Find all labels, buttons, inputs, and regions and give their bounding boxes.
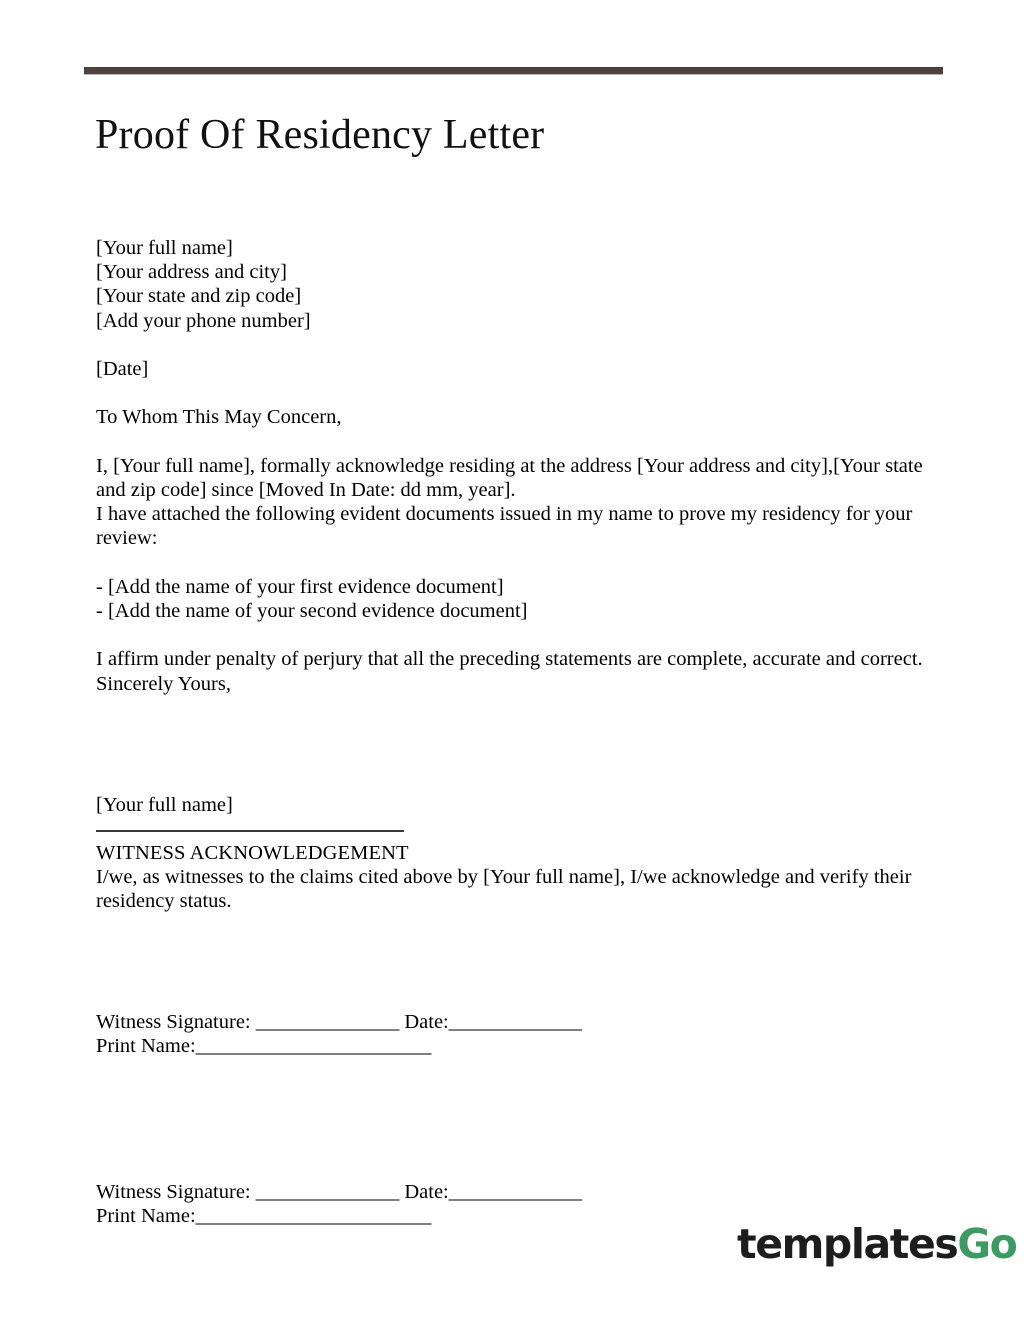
date-block — [96, 357, 924, 381]
header-rule — [84, 67, 943, 75]
closing-line: Sincerely Yours, — [96, 672, 231, 695]
affirmation-statement: I affirm under penalty of perjury that all the preceding statements are complete, accurate and correct. — [96, 648, 923, 671]
salutation: To Whom This May Concern, — [96, 406, 342, 429]
witness-signature-line[interactable]: Witness Signature: ______________ Date:_____________ — [96, 1180, 583, 1203]
affirmation-block — [96, 647, 924, 695]
witness-acknowledgement-block — [96, 841, 924, 914]
spacer-between-witnesses — [96, 1059, 924, 1107]
letter-body — [96, 236, 928, 1228]
sender-phone: [Add your phone number] — [96, 309, 311, 332]
templatesgo-logo — [737, 1220, 1017, 1268]
spacer-between-witnesses-b — [96, 1107, 924, 1155]
signature-name: [Your full name] — [96, 793, 233, 816]
spacer-before-witness-1b — [96, 962, 924, 1010]
salutation-block — [96, 405, 924, 429]
attached-documents-statement: I have attached the following evident documents issued in my name to prove my residency for your review: — [96, 503, 918, 550]
evidence-list — [96, 575, 924, 623]
sender-address-city: [Your address and city] — [96, 261, 287, 284]
spacer-after-address — [96, 333, 924, 357]
sender-name: [Your full name] — [96, 237, 233, 259]
list-item: - [Add the name of your first evidence document] — [96, 575, 504, 598]
logo-text-accent: Go — [957, 1220, 1017, 1268]
witness-print-name-line[interactable]: Print Name:_______________________ — [96, 1204, 432, 1227]
date-line: [Date] — [96, 358, 149, 380]
witness-print-name-line[interactable]: Print Name:_______________________ — [96, 1035, 432, 1058]
spacer-signature-gap-1 — [96, 696, 924, 744]
residency-statement-block — [96, 454, 928, 551]
spacer-after-salutation — [96, 430, 924, 454]
spacer-after-date — [96, 381, 924, 405]
witness-acknowledgement-heading: WITNESS ACKNOWLEDGEMENT — [96, 841, 409, 864]
spacer-before-affirmation — [96, 623, 924, 647]
sender-state-zip: [Your state and zip code] — [96, 285, 302, 308]
spacer-before-evidence-list — [96, 551, 924, 575]
spacer-signature-gap-2 — [96, 744, 924, 792]
spacer-between-witnesses-c — [96, 1155, 924, 1179]
page-title: Proof Of Residency Letter — [95, 112, 545, 158]
list-item: - [Add the name of your second evidence document] — [96, 599, 528, 622]
logo-text-primary: templates — [737, 1220, 958, 1268]
spacer-before-witness-1 — [96, 913, 924, 961]
signature-rule — [96, 830, 404, 832]
residency-statement: I, [Your full name], formally acknowledge residing at the address [Your address and city],[Your state and zip code] since [Moved In Date: dd mm, year]. — [96, 454, 928, 501]
sender-address-block — [96, 236, 924, 333]
signature-block — [96, 793, 924, 832]
witness-signature-line[interactable]: Witness Signature: ______________ Date:_____________ — [96, 1011, 583, 1034]
witness-acknowledgement-statement: I/we, as witnesses to the claims cited above by [Your full name], I/we acknowledge and verify their residency status. — [96, 865, 917, 913]
witness-signature-block-1 — [96, 1010, 924, 1058]
